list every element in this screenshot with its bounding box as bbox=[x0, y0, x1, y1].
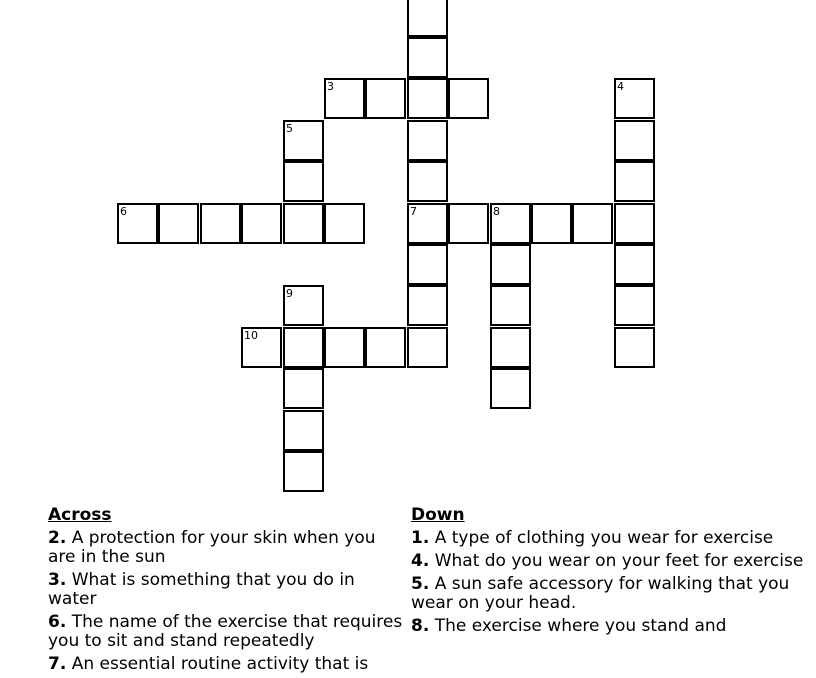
clue-number: 9 bbox=[286, 287, 293, 300]
grid-cell[interactable] bbox=[407, 120, 448, 161]
grid-cell[interactable] bbox=[283, 161, 324, 202]
clue-number: 10 bbox=[244, 329, 258, 342]
grid-cell[interactable] bbox=[407, 78, 448, 119]
grid-cell[interactable] bbox=[614, 78, 655, 119]
grid-cell[interactable] bbox=[283, 451, 324, 492]
clue-across-7: 7. An essential routine activity that is bbox=[48, 654, 369, 674]
grid-cell[interactable] bbox=[117, 203, 158, 244]
grid-cell[interactable] bbox=[365, 327, 406, 368]
clue-down-4: 4. What do you wear on your feet for exercise bbox=[411, 551, 804, 571]
grid-cell[interactable] bbox=[407, 37, 448, 78]
grid-cell[interactable] bbox=[407, 0, 448, 37]
grid-cell[interactable] bbox=[283, 368, 324, 409]
clue-number: 5 bbox=[286, 122, 293, 135]
grid-cell[interactable] bbox=[614, 203, 655, 244]
grid-cell[interactable] bbox=[490, 368, 531, 409]
clue-across-3: 3. What is something that you do in water bbox=[48, 570, 355, 609]
grid-cell[interactable] bbox=[614, 161, 655, 202]
clue-number: 7 bbox=[410, 205, 417, 218]
clue-down-5: 5. A sun safe accessory for walking that you wear on your head. bbox=[411, 574, 790, 613]
grid-cell[interactable] bbox=[490, 285, 531, 326]
grid-cell[interactable] bbox=[200, 203, 241, 244]
grid-cell[interactable] bbox=[283, 120, 324, 161]
clue-number: 4 bbox=[617, 80, 624, 93]
grid-cell[interactable] bbox=[158, 203, 199, 244]
grid-cell[interactable] bbox=[283, 327, 324, 368]
clue-down-8: 8. The exercise where you stand and bbox=[411, 616, 727, 636]
grid-cell[interactable] bbox=[407, 161, 448, 202]
grid-cell[interactable] bbox=[241, 203, 282, 244]
grid-cell[interactable] bbox=[490, 203, 531, 244]
grid-cell[interactable] bbox=[448, 203, 489, 244]
clue-down-1: 1. A type of clothing you wear for exercise bbox=[411, 528, 774, 548]
grid-cell[interactable] bbox=[324, 78, 365, 119]
clue-number: 8 bbox=[493, 205, 500, 218]
grid-cell[interactable] bbox=[407, 244, 448, 285]
grid-cell[interactable] bbox=[490, 244, 531, 285]
grid-cell[interactable] bbox=[365, 78, 406, 119]
clue-number: 3 bbox=[327, 80, 334, 93]
grid-cell[interactable] bbox=[614, 120, 655, 161]
grid-cell[interactable] bbox=[490, 327, 531, 368]
down-clues bbox=[411, 505, 811, 640]
grid-cell[interactable] bbox=[283, 285, 324, 326]
grid-cell[interactable] bbox=[614, 244, 655, 285]
clue-across-6: 6. The name of the exercise that requires you to sit and stand repeatedly bbox=[48, 612, 403, 651]
grid-cell[interactable] bbox=[614, 327, 655, 368]
clue-across-2: 2. A protection for your skin when you are in the sun bbox=[48, 528, 376, 567]
grid-cell[interactable] bbox=[572, 203, 613, 244]
grid-cell[interactable] bbox=[283, 203, 324, 244]
grid-cell[interactable] bbox=[407, 203, 448, 244]
across-heading: Across bbox=[48, 505, 112, 525]
down-heading: Down bbox=[411, 505, 465, 525]
grid-cell[interactable] bbox=[407, 285, 448, 326]
grid-cell[interactable] bbox=[614, 285, 655, 326]
grid-cell[interactable] bbox=[324, 327, 365, 368]
grid-cell[interactable] bbox=[283, 410, 324, 451]
grid-cell[interactable] bbox=[241, 327, 282, 368]
grid-cell[interactable] bbox=[407, 327, 448, 368]
clue-number: 6 bbox=[120, 205, 127, 218]
across-clues bbox=[48, 505, 408, 678]
grid-cell[interactable] bbox=[324, 203, 365, 244]
grid-cell[interactable] bbox=[531, 203, 572, 244]
grid-cell[interactable] bbox=[448, 78, 489, 119]
